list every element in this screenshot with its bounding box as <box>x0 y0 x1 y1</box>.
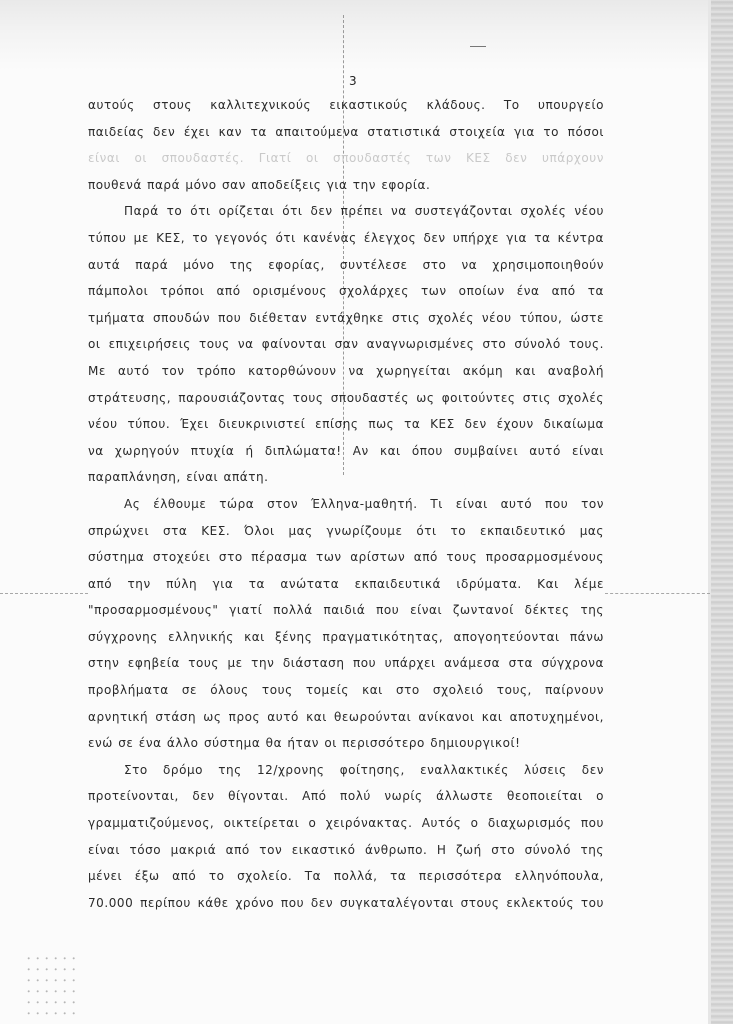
text-line: παιδείας δεν έχει καν τα απαιτούμενα στατιστικά στοιχεία για το πόσοι <box>88 124 604 139</box>
text-line: σπρώχνει στα ΚΕΣ. Όλοι μας γνωρίζουμε ότι το εκπαιδευτικό μας <box>88 523 604 538</box>
page-number: 3 <box>349 74 357 88</box>
text-line: ενώ σε ένα άλλο σύστημα θα ήταν οι περισσότερο δημιουργικοί! <box>88 736 521 751</box>
text-line: "προσαρμοσμένους" γιατί πολλά παιδιά που είναι ζωντανοί δέκτες της <box>88 603 604 618</box>
text-line: προβλήματα σε όλους τους τομείς και στο σχολειό τους, παίρνουν <box>88 683 604 698</box>
text-line: Ας έλθουμε τώρα στον Έλληνα-μαθητή. Τι είναι αυτό που τον <box>124 496 604 511</box>
text-line: αυτούς στους καλλιτεχνικούς εικαστικούς κλάδους. Το υπουργείο <box>88 98 604 112</box>
scan-shadow-right <box>711 0 733 1024</box>
text-line: Στο δρόμο της 12/χρονης φοίτησης, εναλλακτικές λύσεις δεν <box>124 762 604 777</box>
text-line: γραμματιζούμενος, οικτείρεται ο χειρόνακτας. Αυτός ο διαχωρισμός που <box>88 816 604 831</box>
text-line: νέου τύπου. Έχει διευκρινιστεί επίσης πως τα ΚΕΣ δεν έχουν δικαίωμα <box>88 417 604 432</box>
text-line: αυτά παρά μόνο της εφορίας, συντέλεσε στο να χρησιμοποιηθούν <box>88 257 604 272</box>
text-line: σύγχρονης ελληνικής και ξένης πραγματικότητας, απογοητεύονται πάνω <box>88 629 604 644</box>
text-line: Παρά το ότι ορίζεται ότι δεν πρέπει να συστεγάζονται σχολές νέου <box>124 204 604 219</box>
text-line: από την πύλη για τα ανώτατα εκπαιδευτικά ιδρύματα. Και λέμε <box>88 576 604 591</box>
text-line: μένει έξω από το σχολείο. Τα πολλά, τα περισσότερα ελληνόπουλα, <box>88 869 604 884</box>
text-line: τύπου με ΚΕΣ, το γεγονός ότι κανένας έλεγχος δεν υπήρχε για τα κέντρα <box>88 230 604 245</box>
scan-specks <box>26 955 76 1015</box>
scan-mark <box>470 46 486 47</box>
text-line: 70.000 περίπου κάθε χρόνο που δεν συγκαταλέγονται στους εκλεκτούς του <box>88 895 604 910</box>
text-line: σύστημα στοχεύει στο πέρασμα των αρίστων από τους προσαρμοσμένους <box>88 550 604 565</box>
text-line: είναι τόσο μακριά από τον εικαστικό άνθρωπο. Η ζωή στο σύνολό της <box>88 842 604 857</box>
text-line: Με αυτό τον τρόπο κατορθώνουν να χωρηγείται ακόμη και αναβολή <box>88 363 604 378</box>
text-line: οι επιχειρήσεις τους να φαίνονται σαν αναγνωρισμένες στο σύνολό τους. <box>88 337 604 352</box>
scan-shadow-top <box>0 0 733 70</box>
text-line: τμήματα σπουδών που διέθεταν εντάχθηκε στις σχολές νέου τύπου, ώστε <box>88 310 604 325</box>
text-line: παραπλάνηση, είναι απάτη. <box>88 470 269 485</box>
fold-line-horizontal-right <box>605 593 710 594</box>
text-line: αρνητική στάση ως προς αυτό και θεωρούνται ανίκανοι και αποτυχημένοι, <box>88 709 604 724</box>
document-body <box>88 92 604 916</box>
text-line: προτείνονται, δεν θίγονται. Από πολύ νωρίς άλλωστε θεοποιείται ο <box>88 789 604 804</box>
text-line: είναι οι σπουδαστές. Γιατί οι σπουδαστές των ΚΕΣ δεν υπάρχουν <box>88 151 604 166</box>
text-line: πάμπολοι τρόποι από ορισμένους σχολάρχες των οποίων ένα από τα <box>88 284 604 299</box>
text-line: πουθενά παρά μόνο σαν αποδείξεις για την εφορία. <box>88 177 431 192</box>
fold-line-horizontal-left <box>0 593 88 594</box>
text-line: στην εφηβεία τους με την διάσταση που υπάρχει ανάμεσα στα σύγχρονα <box>88 656 604 671</box>
text-line: στράτευσης, παρουσιάζοντας τους σπουδαστές ως φοιτούντες στις σχολές <box>88 390 604 405</box>
text-line: να χωρηγούν πτυχία ή διπλώματα! Αν και όπου συμβαίνει αυτό είναι <box>88 443 604 458</box>
